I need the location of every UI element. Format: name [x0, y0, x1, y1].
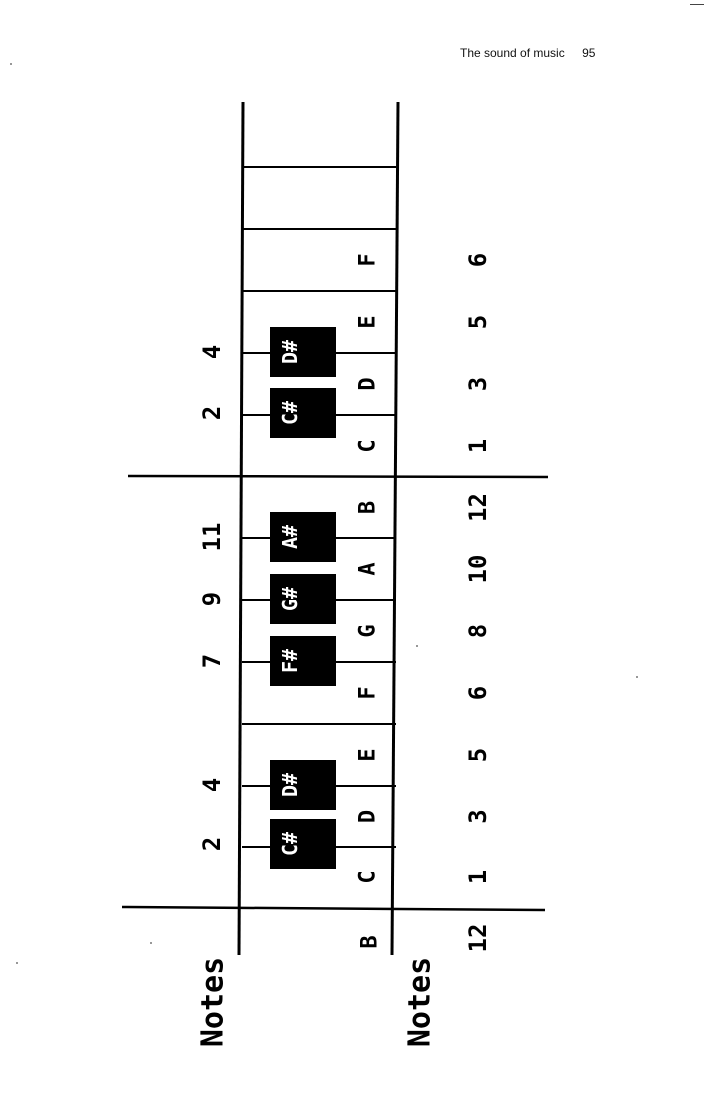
black-key-number: 2 — [198, 405, 226, 421]
black-key-number: 2 — [198, 836, 226, 852]
left-notes-label: Notes — [195, 956, 231, 1048]
white-key-label: B — [355, 500, 381, 515]
black-key-label: D# — [278, 339, 302, 365]
white-key-number: 6 — [464, 685, 492, 701]
black-key-label: F# — [278, 648, 302, 674]
black-keys — [270, 327, 336, 869]
black-key-label: D# — [278, 772, 302, 798]
black-key-label: C# — [278, 400, 302, 426]
white-key-label: F — [355, 686, 381, 700]
running-head-title: The sound of music — [460, 46, 565, 60]
white-key-label: C — [355, 870, 381, 884]
black-key-number: 4 — [198, 344, 226, 360]
boundary-white-label: B — [357, 935, 383, 949]
white-key-label: D — [355, 809, 381, 824]
white-key-number: 3 — [464, 376, 492, 392]
white-key-number: 12 — [464, 493, 492, 522]
white-key-label: A — [355, 562, 381, 576]
white-key-number: 8 — [464, 623, 492, 639]
black-key-label: C# — [278, 831, 302, 857]
page-number: 95 — [582, 46, 596, 60]
white-key-label: G — [355, 624, 381, 638]
white-key-number: 5 — [464, 747, 492, 763]
white-key-number: 3 — [464, 809, 492, 824]
white-key-label: D — [355, 377, 381, 391]
black-key-label: A# — [278, 524, 302, 550]
black-key-label: G# — [278, 586, 302, 612]
white-key-label: F — [355, 253, 381, 267]
white-key-label: C — [355, 439, 381, 453]
white-key-number: 1 — [464, 438, 492, 454]
octave-divider — [128, 476, 548, 477]
black-key-number: 7 — [198, 653, 226, 669]
base-divider — [122, 907, 545, 910]
right-notes-label: Notes — [402, 956, 438, 1048]
black-key-number: 11 — [198, 522, 226, 552]
white-key-label: E — [355, 748, 381, 762]
white-key-number: 6 — [464, 252, 492, 268]
black-key-number: 4 — [198, 777, 226, 793]
white-key-labels — [356, 253, 381, 883]
white-key-label: E — [355, 315, 381, 329]
boundary-number-label: 12 — [464, 923, 492, 953]
white-key-number: 1 — [464, 869, 492, 885]
black-key-number: 9 — [198, 591, 226, 607]
white-key-number: 5 — [464, 314, 492, 330]
white-key-number: 10 — [464, 554, 492, 584]
